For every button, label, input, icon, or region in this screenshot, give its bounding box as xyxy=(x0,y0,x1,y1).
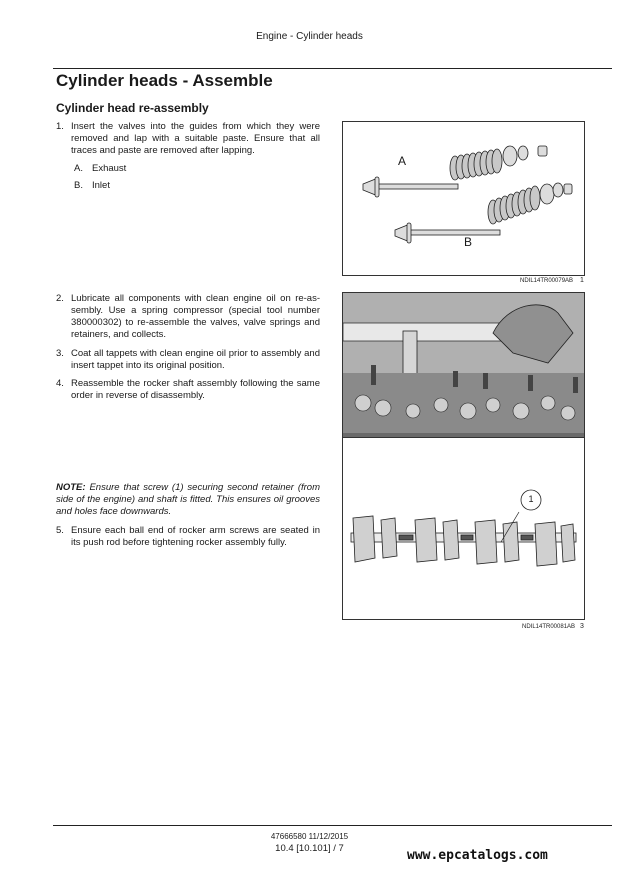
step-3 xyxy=(56,348,320,372)
section-title: Cylinder heads - Assemble xyxy=(56,71,273,90)
watermark: www.epcatalogs.com xyxy=(407,848,548,863)
sub-item-text: Exhaust xyxy=(92,163,127,174)
figure-caption: NDIL14TR00079AB xyxy=(520,278,574,284)
callout-number: 1 xyxy=(528,494,534,504)
note-text: Ensure that screw (1) securing second retainer (from side of the engine) and shaft is fitted. This ensures oil grooves and holes face downwards. xyxy=(56,482,321,517)
figure-caption: NDIL14TR00081AB xyxy=(522,624,576,630)
step-5 xyxy=(56,525,320,549)
sub-item-letter: B. xyxy=(74,180,83,191)
figure-valves xyxy=(342,121,585,276)
footer-rule xyxy=(53,825,612,826)
step-4 xyxy=(56,378,320,402)
step-text: Insert the valves into the guides from which they were removed and lap with a suitable paste. Ensure that all traces and paste are removed after lapping. xyxy=(71,121,320,156)
figure-number: 3 xyxy=(580,623,584,630)
sub-item-text: Inlet xyxy=(92,180,110,191)
step-2 xyxy=(56,293,320,341)
step-text: Lubricate all components with clean engine oil on re-as-sembly. Use a spring compressor (special tool number 380000302) to re-assemble the valves, valve springs and retainers, and collects. xyxy=(71,293,320,340)
sub-item-b xyxy=(74,180,110,191)
running-header: Engine - Cylinder heads xyxy=(256,31,363,42)
page-number: 10.4 [10.101] / 7 xyxy=(275,843,344,854)
rocker-shaft-illustration xyxy=(343,438,584,619)
figure-rocker-shaft xyxy=(342,437,585,620)
figure-engine-head xyxy=(342,292,585,447)
step-number: 5. xyxy=(56,525,64,536)
engine-head-photo xyxy=(343,293,584,446)
valve-illustration xyxy=(343,122,584,275)
sub-item-letter: A. xyxy=(74,163,83,174)
figure-number: 1 xyxy=(580,277,584,284)
sub-item-a xyxy=(74,163,126,174)
step-number: 4. xyxy=(56,378,64,389)
step-number: 1. xyxy=(56,121,64,132)
step-number: 2. xyxy=(56,293,64,304)
step-1 xyxy=(56,121,320,157)
step-number: 3. xyxy=(56,348,64,359)
step-text: Reassemble the rocker shaft assembly following the same order in reverse of disassembly. xyxy=(71,378,320,401)
step-text: Ensure each ball end of rocker arm screws are seated in its push rod before tightening rocker assembly fully. xyxy=(71,525,320,548)
document-id: 47666580 11/12/2015 xyxy=(270,832,349,841)
figure-label-b: B xyxy=(464,235,473,249)
step-text: Coat all tappets with clean engine oil prior to assembly and insert tappet into its original position. xyxy=(71,348,320,371)
note-label: NOTE: xyxy=(56,482,86,493)
subsection-title: Cylinder head re-assembly xyxy=(56,101,209,115)
figure-label-a: A xyxy=(398,154,407,168)
note xyxy=(56,482,320,518)
header-rule xyxy=(53,68,612,69)
